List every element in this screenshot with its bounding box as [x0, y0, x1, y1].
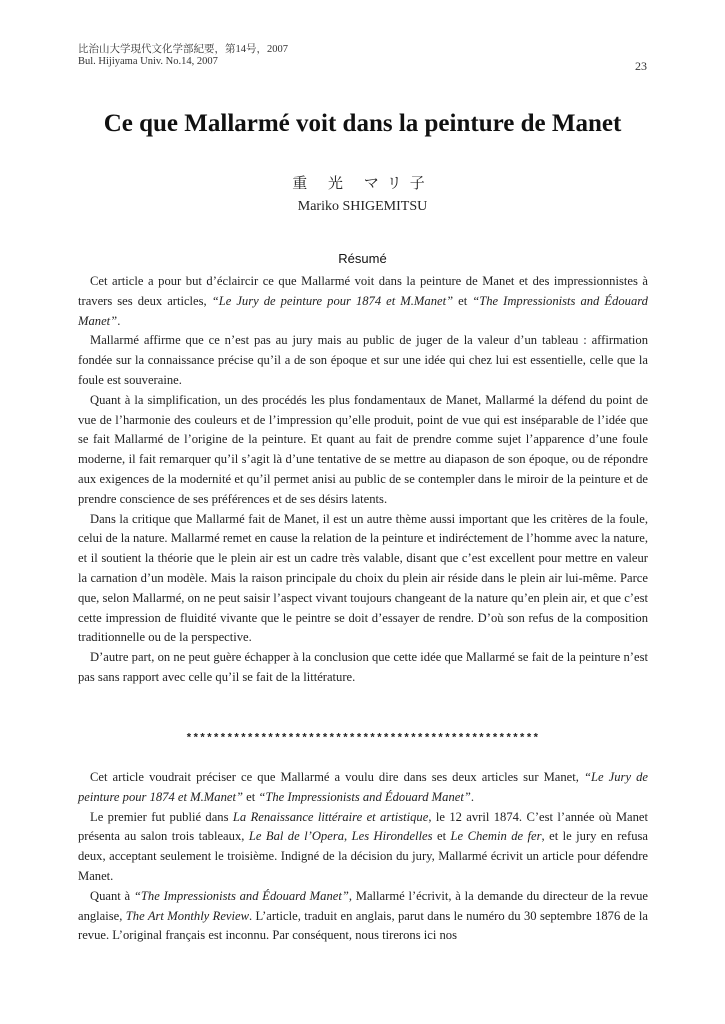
- text-run: . L’article, traduit en anglais, parut dans le numéro du 30 septembre 1876 de la revue. L’original français est inconnu. Par conséquent, nous tirerons ici nos: [78, 908, 648, 943]
- text-run: Quant à: [90, 888, 134, 903]
- text-run: , Mallarmé l’écrivit, à la demande du directeur de la revue anglaise,: [78, 888, 649, 923]
- text-run: Le premier fut publié dans: [90, 809, 233, 824]
- main-body: [78, 768, 648, 946]
- author-name-latin: Mariko SHIGEMITSU: [297, 199, 428, 214]
- resume-paragraph: Mallarmé affirme que ce n’est pas au jury mais au public de juger de la valeur d’un tableau : affirmation fondée sur la connaissance précise qu’il a de son époque et sur une idée qui chez lui est essentielle, celle que la foule est souveraine.: [78, 333, 648, 387]
- article-title-italic: “Le Jury de peinture pour 1874 et M.Manet”: [78, 770, 648, 804]
- journal-title-italic: The Art Monthly Review: [125, 908, 250, 923]
- text-run: , et le jury en refusa deux, acceptant seulement le troisième. Indigné de la décision du jury, Mallarmé écrivit un article pour défendre Manet.: [78, 829, 648, 883]
- painting-title-italic: Le Bal de l’Opera: [248, 829, 345, 844]
- resume-body: [78, 272, 648, 688]
- text-run: .: [117, 313, 121, 328]
- painting-title-italic: Le Chemin de fer: [450, 829, 542, 844]
- article-title-italic: “The Impressionists and Édouard Manet”: [133, 888, 349, 903]
- running-head: [78, 44, 288, 68]
- journal-name-latin: Bul. Hijiyama Univ. No.14, 2007: [78, 56, 218, 67]
- resume-paragraph: Quant à la simplification, un des procédés les plus fondamentaux de Manet, Mallarmé la défend du point de vue de l’harmonie des couleurs et de l’impression qu’elle produit, point de vue qui est inséparable de l’idée que se fait Mallarmé de l’origine de la peinture. Et quant au fait de prendre comme sujet l’apparence d’une foule moderne, il fait remarquer qu’il s’agit là d’une tentative de se mettre au diapason de son époque, ou de répondre aux exigences de la modernité et qu’il permet anisi au public de se contempler dans le miroir de la peinture et de prendre conscience de ses préférences et de ses désirs latents.: [78, 392, 648, 506]
- author-name-japanese: 重 光 マリ子: [292, 174, 433, 192]
- text-run: Cet article a pour but d’éclaircir ce que Mallarmé voit dans la peinture de Manet et des impressionnistes à travers ses deux articles,: [78, 274, 648, 308]
- text-run: .: [470, 789, 475, 804]
- text-run: ,: [344, 829, 352, 844]
- body-paragraph: [78, 808, 648, 887]
- body-paragraph: [78, 768, 648, 808]
- text-run: et: [242, 789, 259, 804]
- text-run: et: [432, 829, 451, 844]
- article-title-italic: “The Impressionists and Édouard Manet”: [78, 293, 648, 328]
- painting-title-italic: Les Hirondelles: [351, 829, 433, 844]
- paper-title: Ce que Mallarmé voit dans la peinture de Manet: [103, 110, 622, 137]
- resume-paragraph: Dans la critique que Mallarmé fait de Manet, il est un autre thème aussi important que les critères de la foule, celui de la nature. Mallarmé remet en cause la relation de la peinture et indiréctement de l’homme avec la nature, et il soutient la théorie que le plein air est un cadre très valable, disant que c’est excellent pour mettre en valeur la carnation d’un modèle. Mais la raison principale du choix du plein air réside dans le plein air lui-même. Parce que, selon Mallarmé, on ne peut saisir l’aspect vivant toujours changeant de la nature qu’en plein air, et que c’est cette impression de fluidité vivante que le peintre se doit d’essayer de rendre. D’où son refus de la composition traditionnelle ou de la perspective.: [78, 511, 648, 645]
- resume-paragraph: D’autre part, on ne peut guère échapper à la conclusion que cette idée que Mallarmé se fait de la peinture n’est pas sans rapport avec celle qu’il se fait de la littérature.: [78, 650, 648, 684]
- article-title-italic: “The Impressionists and Édouard Manet”: [258, 789, 471, 804]
- article-title-italic: “Le Jury de peinture pour 1874 et M.Manet”: [211, 293, 454, 308]
- journal-title-italic: La Renaissance littéraire et artistique: [232, 809, 429, 824]
- text-run: Cet article voudrait préciser ce que Mallarmé a voulu dire dans ses deux articles sur Manet,: [90, 770, 584, 784]
- journal-name-japanese: 比治山大学現代文化学部紀要，第14号，2007: [78, 44, 288, 55]
- body-paragraph: [78, 887, 648, 946]
- section-separator: ****************************************************: [185, 733, 540, 745]
- text-run: et: [453, 293, 473, 308]
- resume-heading: Résumé: [338, 251, 387, 266]
- text-run: , le 12 avril 1874. C’est l’année où Manet présenta au salon trois tableaux,: [78, 809, 648, 844]
- page-number: 23: [635, 59, 647, 73]
- resume-paragraph: [78, 272, 648, 331]
